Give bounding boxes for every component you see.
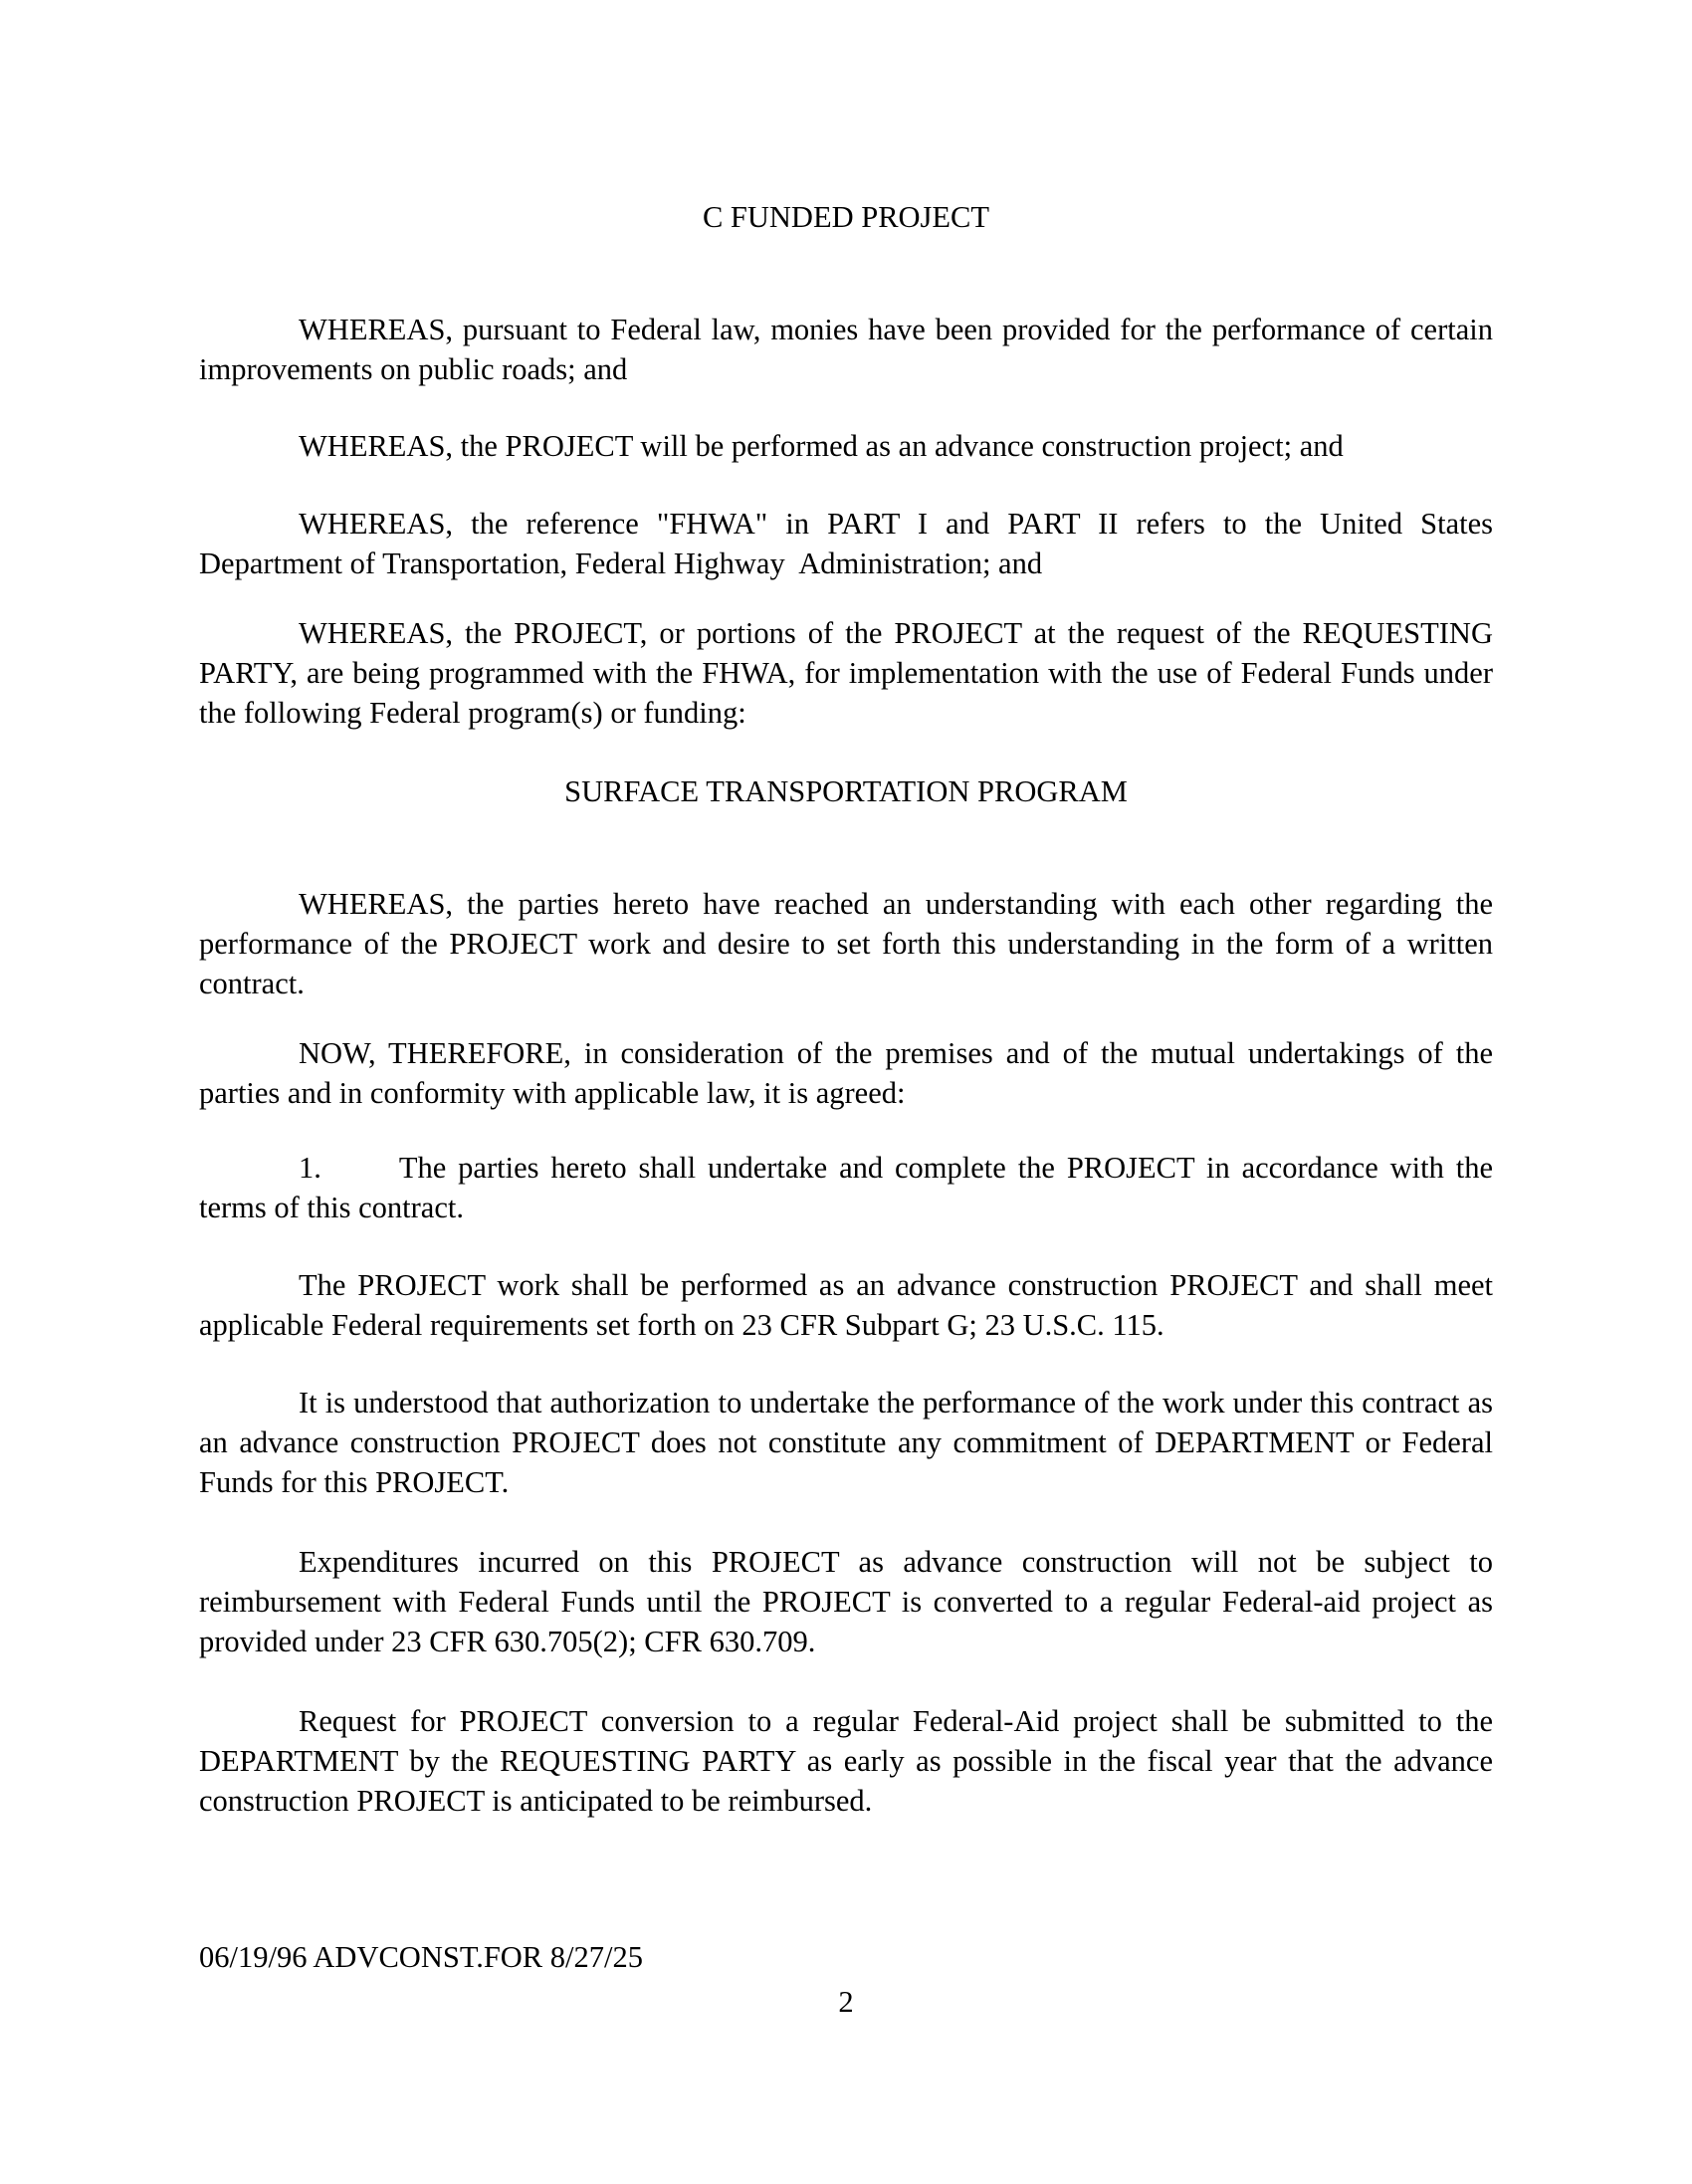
document-title: C FUNDED PROJECT: [702, 200, 990, 234]
paragraph-whereas-understanding: WHEREAS, the parties hereto have reached an understanding with each other regarding the performance of the PROJECT work and desire to set forth this understanding in the form of a written contract.: [199, 887, 1493, 1000]
paragraph-whereas-federal-law: WHEREAS, pursuant to Federal law, monies have been provided for the performance of certain improvements on public roads; and: [199, 313, 1493, 386]
paragraph-expenditures: Expenditures incurred on this PROJECT as advance construction will not be subject to reimbursement with Federal Funds until the PROJECT is converted to a regular Federal-aid project as provided under 23 CFR 630.705(2); CFR 630.709.: [199, 1545, 1493, 1658]
program-heading: SURFACE TRANSPORTATION PROGRAM: [564, 774, 1128, 808]
item-1-number: 1.: [299, 1151, 321, 1185]
footer-file-line: 06/19/96 ADVCONST.FOR 8/27/25: [199, 1940, 643, 1974]
paragraph-authorization-understood: It is understood that authorization to undertake the performance of the work under this contract as an advance construction PROJECT does not constitute any commitment of DEPARTMENT or Federal Funds for this PROJECT.: [199, 1386, 1493, 1499]
paragraph-item-1: [199, 1148, 1493, 1227]
paragraph-conversion-request: Request for PROJECT conversion to a regular Federal-Aid project shall be submitted to the DEPARTMENT by the REQUESTING PARTY as early as possible in the fiscal year that the advance construction PROJECT is anticipated to be reimbursed.: [199, 1704, 1493, 1818]
paragraph-whereas-advance-construction: WHEREAS, the PROJECT will be performed as an advance construction project; and: [299, 429, 1344, 463]
page-number: 2: [838, 1985, 854, 2019]
item-1-text: The parties hereto shall undertake and complete the PROJECT in accordance with the terms of this contract.: [199, 1151, 1493, 1224]
paragraph-project-work: The PROJECT work shall be performed as an advance construction PROJECT and shall meet applicable Federal requirements set forth on 23 CFR Subpart G; 23 U.S.C. 115.: [199, 1268, 1493, 1342]
paragraph-whereas-programmed-with-fhwa: WHEREAS, the PROJECT, or portions of the PROJECT at the request of the REQUESTING PARTY, are being programmed with the FHWA, for implementation with the use of Federal Funds under the following Federal program(s) or funding:: [199, 616, 1493, 730]
paragraph-now-therefore: NOW, THEREFORE, in consideration of the premises and of the mutual undertakings of the parties and in conformity with applicable law, it is agreed:: [199, 1036, 1493, 1110]
paragraph-whereas-fhwa-reference: WHEREAS, the reference "FHWA" in PART I and PART II refers to the United States Department of Transportation, Federal Highway Administration; and: [199, 507, 1493, 580]
